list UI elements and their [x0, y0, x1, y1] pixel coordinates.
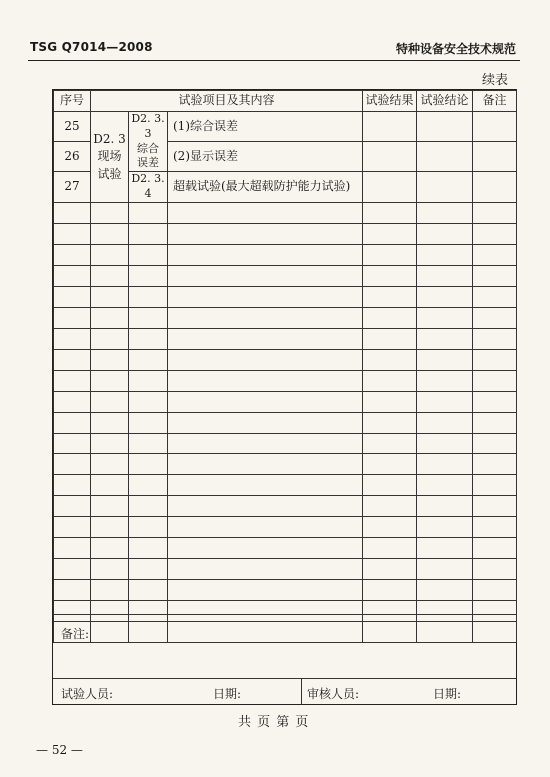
header-note: 备注 — [473, 91, 517, 112]
row-item-text: (2)显示误差 — [168, 142, 363, 172]
review-date-label: 日期: — [433, 687, 462, 701]
seq-cell[interactable] — [54, 475, 91, 496]
subsection-cell[interactable] — [129, 328, 168, 349]
subsection-cell[interactable] — [129, 412, 168, 433]
blank-row — [54, 265, 517, 286]
test-items-table — [53, 90, 517, 643]
conclusion-cell[interactable] — [417, 349, 473, 370]
item-cell[interactable] — [168, 286, 363, 307]
seq-cell[interactable] — [54, 391, 91, 412]
conclusion-cell[interactable] — [417, 203, 473, 224]
section-label — [91, 111, 129, 202]
seq-cell[interactable] — [54, 223, 91, 244]
blank-row — [54, 454, 517, 475]
blank-row — [54, 286, 517, 307]
note-cell[interactable] — [473, 454, 517, 475]
result-cell[interactable] — [363, 412, 417, 433]
seq-cell[interactable] — [54, 517, 91, 538]
blank-row — [54, 223, 517, 244]
note-cell[interactable] — [473, 203, 517, 224]
test-record-sheet — [52, 89, 517, 705]
signature-row — [53, 678, 516, 704]
blank-row — [54, 538, 517, 559]
result-cell[interactable] — [363, 580, 417, 601]
seq-cell[interactable] — [54, 328, 91, 349]
subsection-cell[interactable] — [129, 538, 168, 559]
result-cell[interactable] — [363, 517, 417, 538]
seq-cell[interactable] — [54, 454, 91, 475]
result-cell[interactable] — [363, 391, 417, 412]
conclusion-cell[interactable] — [417, 265, 473, 286]
seq-cell[interactable] — [54, 349, 91, 370]
row-seq: 25 — [54, 111, 91, 141]
note-cell[interactable] — [473, 496, 517, 517]
conclusion-cell[interactable] — [417, 496, 473, 517]
seq-cell[interactable] — [54, 433, 91, 454]
section-cell[interactable] — [91, 265, 129, 286]
result-cell[interactable] — [363, 223, 417, 244]
header-result: 试验结果 — [363, 91, 417, 112]
section-cell[interactable] — [91, 412, 129, 433]
section-cell[interactable] — [91, 559, 129, 580]
item-cell[interactable] — [168, 538, 363, 559]
subsection-cell[interactable] — [129, 244, 168, 265]
section-cell[interactable] — [91, 496, 129, 517]
item-cell[interactable] — [168, 559, 363, 580]
section-cell[interactable] — [91, 391, 129, 412]
section-cell[interactable] — [91, 203, 129, 224]
subsection-label — [129, 111, 168, 171]
header-item: 试验项目及其内容 — [91, 91, 363, 112]
note-cell[interactable] — [473, 580, 517, 601]
document-code: TSG Q7014—2008 — [30, 40, 153, 54]
subsection-cell[interactable] — [129, 307, 168, 328]
item-cell[interactable] — [168, 454, 363, 475]
remarks-section[interactable] — [53, 614, 516, 678]
row-seq: 26 — [54, 142, 91, 172]
item-cell[interactable] — [168, 517, 363, 538]
note-cell[interactable] — [473, 265, 517, 286]
section-cell[interactable] — [91, 307, 129, 328]
item-cell[interactable] — [168, 328, 363, 349]
result-cell[interactable] — [363, 142, 417, 172]
item-cell[interactable] — [168, 580, 363, 601]
conclusion-cell[interactable] — [417, 538, 473, 559]
conclusion-cell[interactable] — [417, 111, 473, 141]
note-cell[interactable] — [473, 538, 517, 559]
conclusion-cell[interactable] — [417, 475, 473, 496]
note-cell[interactable] — [473, 517, 517, 538]
result-cell[interactable] — [363, 454, 417, 475]
section-cell[interactable] — [91, 538, 129, 559]
reviewer-label: 审核人员: — [307, 687, 360, 701]
result-cell[interactable] — [363, 496, 417, 517]
result-cell[interactable] — [363, 475, 417, 496]
blank-row — [54, 496, 517, 517]
section-cell[interactable] — [91, 580, 129, 601]
subsection-cell[interactable] — [129, 223, 168, 244]
header-rule — [28, 60, 520, 61]
conclusion-cell[interactable] — [417, 307, 473, 328]
header-conclusion: 试验结论 — [417, 91, 473, 112]
page-number: — 52 — — [36, 743, 83, 757]
item-cell[interactable] — [168, 496, 363, 517]
section-cell[interactable] — [91, 223, 129, 244]
blank-row — [54, 349, 517, 370]
conclusion-cell[interactable] — [417, 391, 473, 412]
conclusion-cell[interactable] — [417, 370, 473, 391]
document-series-title: 特种设备安全技术规范 — [395, 42, 516, 56]
subsection-cell[interactable] — [129, 433, 168, 454]
blank-row — [54, 244, 517, 265]
conclusion-cell[interactable] — [417, 244, 473, 265]
conclusion-cell[interactable] — [417, 223, 473, 244]
blank-row — [54, 370, 517, 391]
item-cell[interactable] — [168, 475, 363, 496]
subsection-cell[interactable] — [129, 349, 168, 370]
seq-cell[interactable] — [54, 265, 91, 286]
blank-row — [54, 580, 517, 601]
note-cell[interactable] — [473, 244, 517, 265]
item-cell[interactable] — [168, 265, 363, 286]
section-cell[interactable] — [91, 454, 129, 475]
seq-cell[interactable] — [54, 203, 91, 224]
result-cell[interactable] — [363, 286, 417, 307]
seq-cell[interactable] — [54, 244, 91, 265]
note-cell[interactable] — [473, 349, 517, 370]
item-cell[interactable] — [168, 244, 363, 265]
conclusion-cell[interactable] — [417, 580, 473, 601]
conclusion-cell[interactable] — [417, 517, 473, 538]
note-cell[interactable] — [473, 307, 517, 328]
conclusion-cell[interactable] — [417, 286, 473, 307]
subsection-cell[interactable] — [129, 559, 168, 580]
seq-cell[interactable] — [54, 496, 91, 517]
result-cell[interactable] — [363, 349, 417, 370]
result-cell[interactable] — [363, 307, 417, 328]
test-date-label: 日期: — [213, 687, 242, 701]
subsection-cell[interactable] — [129, 517, 168, 538]
table-row — [54, 111, 517, 141]
section-cell[interactable] — [91, 328, 129, 349]
note-cell[interactable] — [473, 142, 517, 172]
note-cell[interactable] — [473, 475, 517, 496]
note-cell[interactable] — [473, 286, 517, 307]
subsection-cell[interactable] — [129, 203, 168, 224]
subsection-cell[interactable] — [129, 496, 168, 517]
section-cell[interactable] — [91, 517, 129, 538]
result-cell[interactable] — [363, 433, 417, 454]
conclusion-cell[interactable] — [417, 172, 473, 203]
conclusion-cell[interactable] — [417, 454, 473, 475]
remarks-label: 备注: — [61, 627, 90, 641]
blank-row — [54, 391, 517, 412]
result-cell[interactable] — [363, 111, 417, 141]
section-cell[interactable] — [91, 433, 129, 454]
row-seq: 27 — [54, 172, 91, 203]
section-cell[interactable] — [91, 286, 129, 307]
note-cell[interactable] — [473, 328, 517, 349]
section-cell[interactable] — [91, 349, 129, 370]
section-text: D2. 3 现场 试验 — [93, 131, 126, 181]
section-cell[interactable] — [91, 244, 129, 265]
result-cell[interactable] — [363, 203, 417, 224]
row-item-code: D2. 3. 4 — [129, 172, 168, 203]
item-cell[interactable] — [168, 223, 363, 244]
seq-cell[interactable] — [54, 538, 91, 559]
item-cell[interactable] — [168, 349, 363, 370]
subsection-cell[interactable] — [129, 391, 168, 412]
seq-cell[interactable] — [54, 370, 91, 391]
blank-row — [54, 559, 517, 580]
seq-cell[interactable] — [54, 580, 91, 601]
page-count: 共 页 第 页 — [238, 715, 310, 730]
result-cell[interactable] — [363, 538, 417, 559]
subsection-cell[interactable] — [129, 475, 168, 496]
conclusion-cell[interactable] — [417, 328, 473, 349]
note-cell[interactable] — [473, 111, 517, 141]
subsection-cell[interactable] — [129, 370, 168, 391]
blank-row — [54, 307, 517, 328]
item-cell[interactable] — [168, 412, 363, 433]
blank-row — [54, 203, 517, 224]
item-cell[interactable] — [168, 307, 363, 328]
seq-cell[interactable] — [54, 412, 91, 433]
conclusion-cell[interactable] — [417, 412, 473, 433]
note-cell[interactable] — [473, 559, 517, 580]
conclusion-cell[interactable] — [417, 559, 473, 580]
note-cell[interactable] — [473, 391, 517, 412]
result-cell[interactable] — [363, 172, 417, 203]
table-header-row — [54, 91, 517, 112]
seq-cell[interactable] — [54, 559, 91, 580]
item-cell[interactable] — [168, 433, 363, 454]
section-cell[interactable] — [91, 475, 129, 496]
note-cell[interactable] — [473, 433, 517, 454]
subsection-cell[interactable] — [129, 454, 168, 475]
note-cell[interactable] — [473, 172, 517, 203]
blank-row — [54, 412, 517, 433]
conclusion-cell[interactable] — [417, 142, 473, 172]
signature-divider — [301, 679, 302, 705]
blank-row — [54, 328, 517, 349]
header-seq: 序号 — [54, 91, 91, 112]
result-cell[interactable] — [363, 559, 417, 580]
item-cell[interactable] — [168, 203, 363, 224]
blank-row — [54, 517, 517, 538]
section-cell[interactable] — [91, 370, 129, 391]
blank-row — [54, 433, 517, 454]
subsection-cell[interactable] — [129, 286, 168, 307]
result-cell[interactable] — [363, 244, 417, 265]
seq-cell[interactable] — [54, 307, 91, 328]
result-cell[interactable] — [363, 265, 417, 286]
seq-cell[interactable] — [54, 286, 91, 307]
note-cell[interactable] — [473, 223, 517, 244]
subsection-cell[interactable] — [129, 580, 168, 601]
result-cell[interactable] — [363, 370, 417, 391]
item-cell[interactable] — [168, 391, 363, 412]
note-cell[interactable] — [473, 412, 517, 433]
row-item-text: (1)综合误差 — [168, 111, 363, 141]
subsection-cell[interactable] — [129, 265, 168, 286]
conclusion-cell[interactable] — [417, 433, 473, 454]
subsection-text: D2. 3. 3 综合 误差 — [131, 111, 165, 170]
row-item-text: 超载试验(最大超载防护能力试验) — [168, 172, 363, 203]
note-cell[interactable] — [473, 370, 517, 391]
tester-label: 试验人员: — [61, 687, 114, 701]
continued-label: 续表 — [481, 73, 508, 88]
blank-row — [54, 475, 517, 496]
item-cell[interactable] — [168, 370, 363, 391]
result-cell[interactable] — [363, 328, 417, 349]
